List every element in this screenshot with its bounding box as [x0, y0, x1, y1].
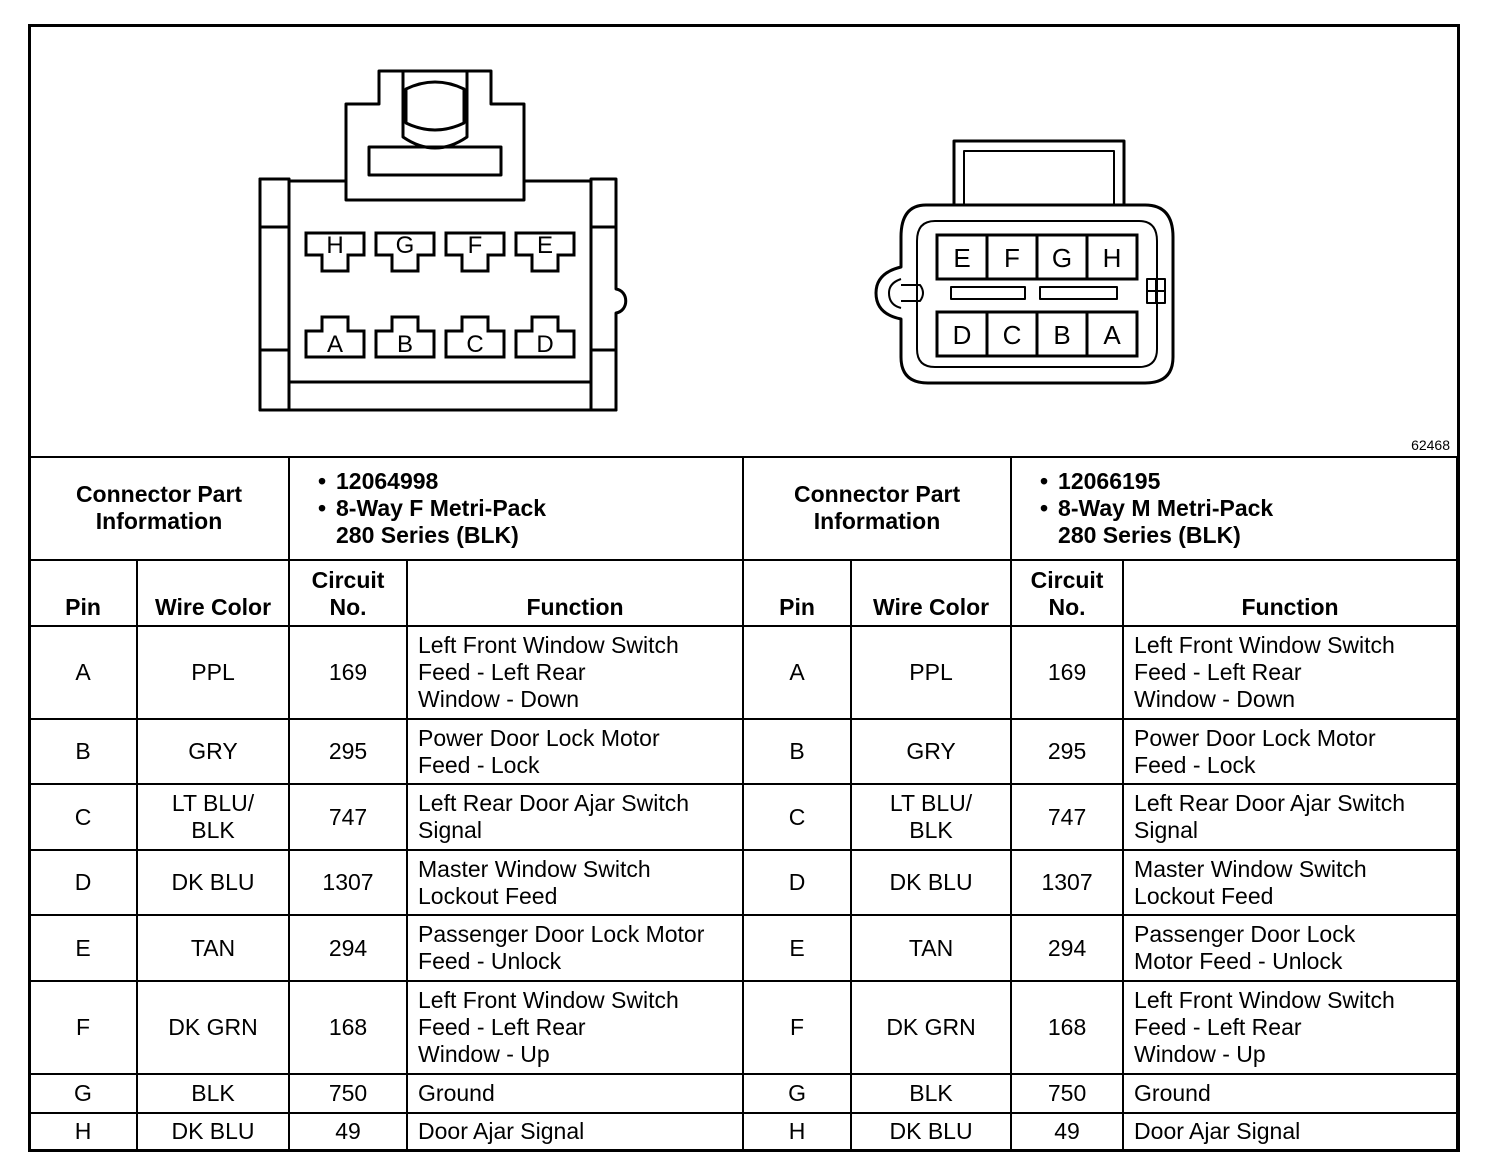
- table-row: [29, 915, 1457, 982]
- col-header-function: Function: [407, 560, 743, 627]
- circuit-cell: 168: [1011, 981, 1123, 1074]
- cell-line: DK BLU: [889, 1118, 973, 1145]
- function-cell: [1123, 784, 1457, 851]
- female-pin-label: G: [395, 232, 415, 259]
- circuit-cell: 294: [289, 915, 407, 982]
- wire-color-cell: [137, 915, 289, 982]
- circuit-cell: 294: [1011, 915, 1123, 982]
- cell-line: Motor Feed - Unlock: [1134, 948, 1343, 975]
- cell-line: DK GRN: [886, 1014, 976, 1041]
- pin-cell: F: [29, 981, 137, 1074]
- wire-color-cell: [851, 626, 1011, 719]
- cell-line: DK GRN: [168, 1014, 258, 1041]
- cell-line: Left Front Window Switch: [1134, 987, 1395, 1014]
- circuit-cell: 295: [289, 719, 407, 784]
- pin-cell: E: [29, 915, 137, 982]
- connector-pinout-table: [28, 456, 1458, 1152]
- circuit-cell: 750: [1011, 1074, 1123, 1112]
- pin-cell: A: [743, 626, 851, 719]
- female-pin-label: C: [466, 331, 484, 358]
- cell-line: TAN: [908, 934, 954, 961]
- cell-line: Window - Down: [418, 686, 580, 713]
- wire-color-cell: [851, 850, 1011, 915]
- function-cell: [407, 915, 743, 982]
- col-header-wire-color: Wire Color: [137, 560, 289, 627]
- col-header-circuit: Circuit No.: [1011, 560, 1123, 627]
- cell-line: Window - Up: [1134, 1041, 1266, 1068]
- cell-line: BLK: [191, 817, 235, 844]
- function-cell: [407, 719, 743, 784]
- pin-cell: H: [29, 1113, 137, 1151]
- wire-color-cell: [851, 719, 1011, 784]
- female-pin-label: D: [536, 331, 554, 358]
- female-pin-label: H: [326, 232, 344, 259]
- wire-color-cell: [851, 1074, 1011, 1112]
- cell-line: Feed - Left Rear: [418, 659, 586, 686]
- function-cell: [407, 784, 743, 851]
- part-number: • 12064998: [318, 467, 439, 494]
- circuit-cell: 49: [289, 1113, 407, 1151]
- connector-info-row: [29, 457, 1457, 560]
- table-row: [29, 1113, 1457, 1151]
- cell-line: LT BLU/: [889, 790, 973, 817]
- cell-line: Signal: [418, 817, 482, 844]
- cell-line: Feed - Lock: [1134, 751, 1256, 778]
- cell-line: Door Ajar Signal: [418, 1118, 585, 1145]
- wire-color-cell: [851, 784, 1011, 851]
- col-header-circuit: Circuit No.: [289, 560, 407, 627]
- male-pin-label: D: [952, 320, 972, 350]
- connector-info-values: [1011, 457, 1457, 560]
- circuit-cell: 747: [1011, 784, 1123, 851]
- column-header-row: [29, 560, 1457, 627]
- pin-cell: A: [29, 626, 137, 719]
- cell-line: Power Door Lock Motor: [1134, 724, 1376, 751]
- function-cell: [1123, 981, 1457, 1074]
- cell-line: DK BLU: [171, 869, 255, 896]
- male-pin-label: H: [1102, 243, 1122, 273]
- info-header-line-2: Information: [95, 508, 223, 535]
- table-row: [29, 1074, 1457, 1112]
- wire-color-cell: [851, 1113, 1011, 1151]
- circuit-cell: 1307: [289, 850, 407, 915]
- male-connector-8-way: [876, 141, 1173, 383]
- connector-diagrams: [31, 27, 1457, 455]
- cell-line: GRY: [188, 738, 238, 764]
- connector-series: 280 Series (BLK): [336, 521, 519, 548]
- male-pin-label: G: [1051, 243, 1073, 273]
- cell-line: Passenger Door Lock: [1134, 921, 1356, 948]
- function-cell: [1123, 1113, 1457, 1151]
- female-pin-label: F: [467, 232, 483, 259]
- connector-info-values: [289, 457, 743, 560]
- circuit-cell: 169: [289, 626, 407, 719]
- cell-line: Left Rear Door Ajar Switch: [1134, 790, 1406, 817]
- female-pin-label: E: [536, 232, 554, 259]
- cell-line: BLK: [909, 1079, 953, 1106]
- circuit-cell: 168: [289, 981, 407, 1074]
- male-pin-label: B: [1053, 320, 1071, 350]
- pin-cell: B: [29, 719, 137, 784]
- female-pin-label: B: [396, 331, 414, 358]
- col-header-pin: Pin: [29, 560, 137, 627]
- pin-cell: D: [29, 850, 137, 915]
- cell-line: PPL: [191, 659, 235, 686]
- cell-line: Feed - Lock: [418, 751, 540, 778]
- wire-color-cell: [137, 1074, 289, 1112]
- figure-number: 62468: [1411, 437, 1450, 453]
- function-cell: [1123, 719, 1457, 784]
- cell-line: TAN: [190, 934, 236, 961]
- wire-color-cell: [137, 784, 289, 851]
- cell-line: DK BLU: [171, 1118, 255, 1145]
- pin-cell: H: [743, 1113, 851, 1151]
- connector-table-wrapper: [28, 456, 1456, 1152]
- info-header-line-1: Connector Part: [793, 481, 961, 508]
- male-pin-label: C: [1002, 320, 1022, 350]
- table-row: [29, 719, 1457, 784]
- cell-line: Lockout Feed: [1134, 882, 1274, 909]
- col-header-wire-color: Wire Color: [851, 560, 1011, 627]
- info-header-line-2: Information: [813, 508, 941, 535]
- col-header-function: Function: [1123, 560, 1457, 627]
- function-cell: [407, 981, 743, 1074]
- pin-cell: C: [29, 784, 137, 851]
- cell-line: Left Front Window Switch: [418, 987, 679, 1014]
- cell-line: BLK: [191, 1079, 235, 1106]
- function-cell: [1123, 850, 1457, 915]
- function-cell: [1123, 626, 1457, 719]
- cell-line: Door Ajar Signal: [1134, 1118, 1301, 1145]
- function-cell: [1123, 1074, 1457, 1112]
- cell-line: Master Window Switch: [418, 855, 651, 882]
- circuit-cell: 747: [289, 784, 407, 851]
- male-pin-label: A: [1103, 320, 1121, 350]
- wire-color-cell: [851, 981, 1011, 1074]
- cell-line: Feed - Unlock: [418, 948, 562, 975]
- cell-line: Power Door Lock Motor: [418, 724, 660, 751]
- cell-line: PPL: [909, 659, 953, 686]
- part-number: • 12066195: [1040, 467, 1161, 494]
- wire-color-cell: [137, 719, 289, 784]
- function-cell: [407, 626, 743, 719]
- table-row: [29, 850, 1457, 915]
- function-cell: [407, 1113, 743, 1151]
- cell-line: Window - Down: [1134, 686, 1296, 713]
- pin-cell: D: [743, 850, 851, 915]
- cell-line: Passenger Door Lock Motor: [418, 921, 705, 948]
- cell-line: Feed - Left Rear: [418, 1014, 586, 1041]
- male-pin-label: E: [953, 243, 971, 273]
- cell-line: Master Window Switch: [1134, 855, 1367, 882]
- cell-line: DK BLU: [889, 869, 973, 896]
- circuit-cell: 169: [1011, 626, 1123, 719]
- cell-line: LT BLU/: [171, 790, 255, 817]
- cell-line: Feed - Left Rear: [1134, 659, 1302, 686]
- cell-line: Feed - Left Rear: [1134, 1014, 1302, 1041]
- wire-color-cell: [137, 850, 289, 915]
- wire-color-cell: [851, 915, 1011, 982]
- table-row: [29, 981, 1457, 1074]
- cell-line: Left Front Window Switch: [418, 632, 679, 659]
- cell-line: Lockout Feed: [418, 882, 558, 909]
- pin-cell: F: [743, 981, 851, 1074]
- circuit-cell: 49: [1011, 1113, 1123, 1151]
- connector-series: 280 Series (BLK): [1058, 521, 1241, 548]
- function-cell: [407, 850, 743, 915]
- circuit-cell: 1307: [1011, 850, 1123, 915]
- male-pin-label: F: [1004, 243, 1020, 273]
- pin-cell: G: [29, 1074, 137, 1112]
- cell-line: Ground: [418, 1079, 495, 1106]
- cell-line: Left Front Window Switch: [1134, 632, 1395, 659]
- connector-table-body: [29, 457, 1457, 1151]
- connector-description: • 8-Way F Metri-Pack: [318, 494, 547, 521]
- connector-info-header: [743, 457, 1011, 560]
- table-row: [29, 626, 1457, 719]
- cell-line: Signal: [1134, 817, 1198, 844]
- circuit-cell: 750: [289, 1074, 407, 1112]
- cell-line: Window - Up: [418, 1041, 550, 1068]
- function-cell: [1123, 915, 1457, 982]
- table-row: [29, 784, 1457, 851]
- cell-line: BLK: [909, 817, 953, 844]
- cell-line: Left Rear Door Ajar Switch: [418, 790, 690, 817]
- connector-description: • 8-Way M Metri-Pack: [1040, 494, 1274, 521]
- cell-line: Ground: [1134, 1079, 1211, 1106]
- connector-info-header: [29, 457, 289, 560]
- info-header-line-1: Connector Part: [75, 481, 243, 508]
- wire-color-cell: [137, 626, 289, 719]
- pin-cell: C: [743, 784, 851, 851]
- circuit-cell: 295: [1011, 719, 1123, 784]
- pin-cell: B: [743, 719, 851, 784]
- col-header-pin: Pin: [743, 560, 851, 627]
- cell-line: GRY: [906, 738, 956, 764]
- female-pin-label: A: [326, 331, 344, 358]
- function-cell: [407, 1074, 743, 1112]
- pin-cell: E: [743, 915, 851, 982]
- wire-color-cell: [137, 1113, 289, 1151]
- pin-cell: G: [743, 1074, 851, 1112]
- wire-color-cell: [137, 981, 289, 1074]
